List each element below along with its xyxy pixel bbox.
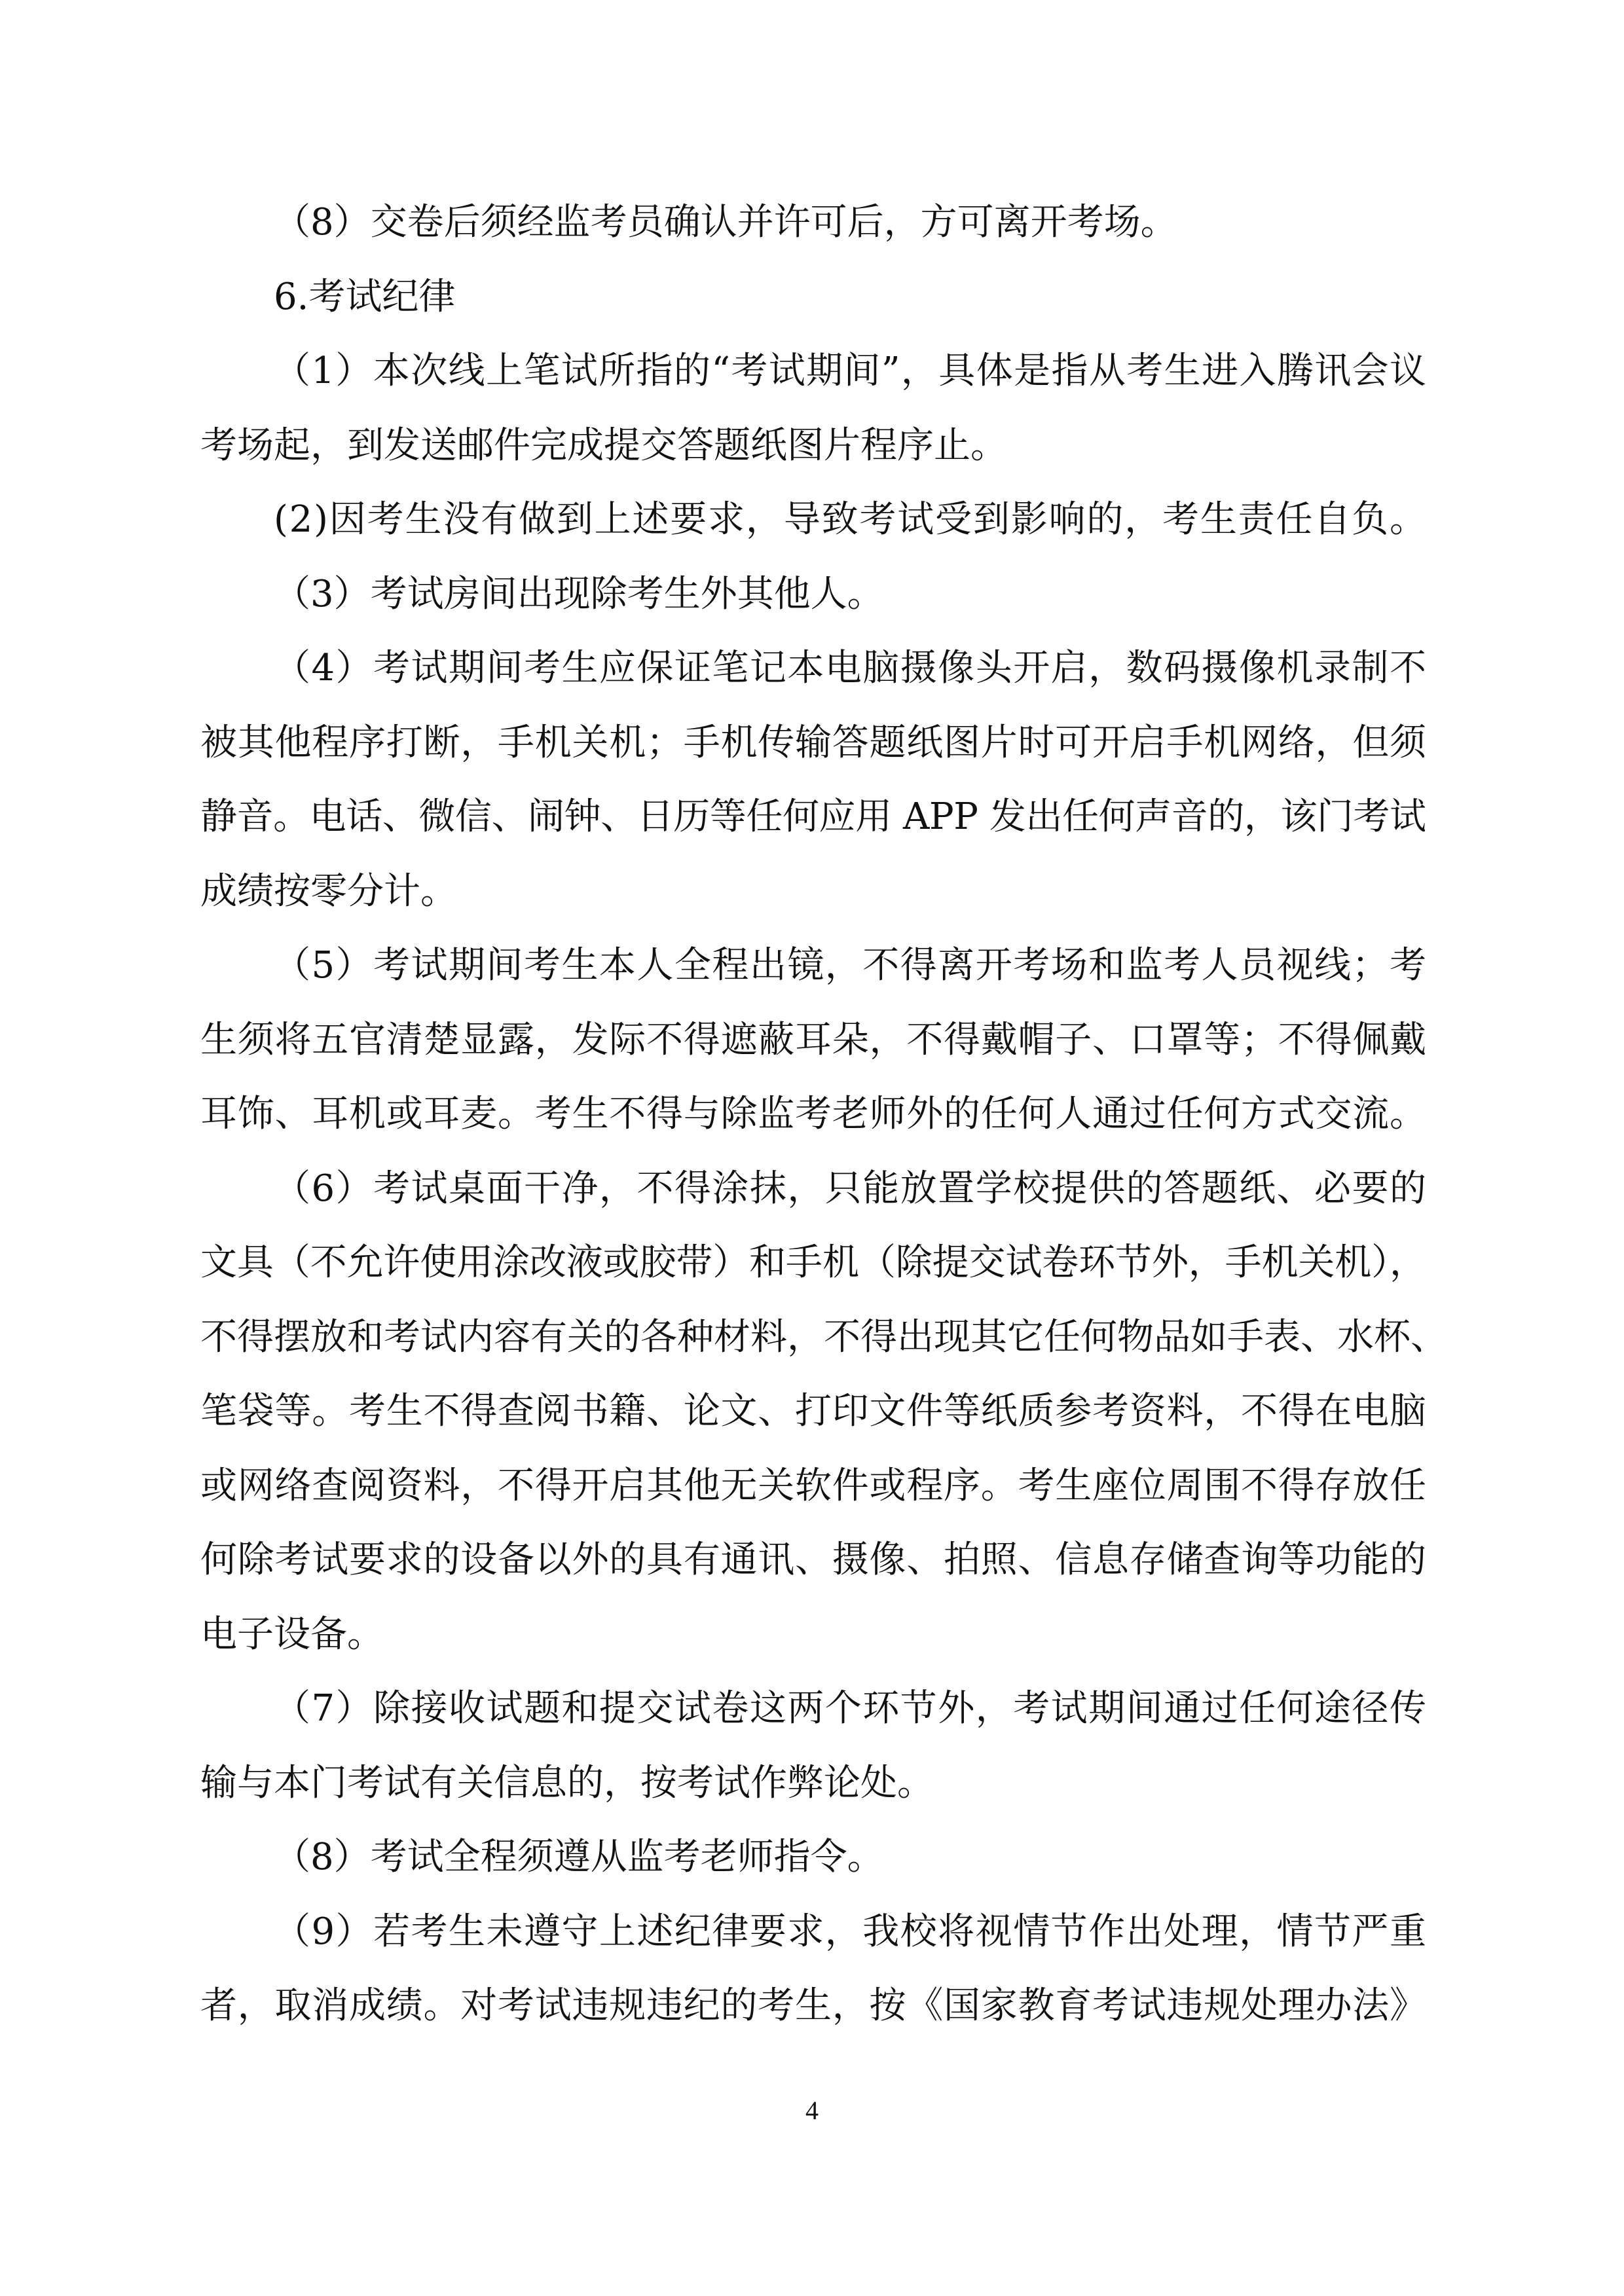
paragraph-line: 成绩按零分计。 <box>200 869 457 913</box>
paragraph-line: （4）考试期间考生应保证笔记本电脑摄像头开启，数码摄像机录制不 <box>274 647 1428 689</box>
rule-6-clean-desk <box>200 1152 1447 1672</box>
paragraph-line: 不得摆放和考试内容有关的各种材料，不得出现其它任何物品如手表、水杯、 <box>200 1315 1447 1358</box>
paragraph-line: (2)因考生没有做到上述要求，导致考试受到影响的，考生责任自负。 <box>274 498 1428 541</box>
rule-7-cheating <box>200 1671 1426 1820</box>
rule-5-on-camera <box>200 928 1426 1152</box>
paragraph-line: 耳饰、耳机或耳麦。考生不得与除监考老师外的任何人通过任何方式交流。 <box>200 1093 1427 1135</box>
paragraph-line: （9）若考生未遵守上述纪律要求，我校将视情节作出处理，情节严重 <box>274 1910 1428 1953</box>
item-8-leave-exam-room <box>200 185 1426 260</box>
paragraph-line: 静音。电话、微信、闹钟、日历等任何应用 APP 发出任何声音的，该门考试 <box>200 795 1426 838</box>
paragraph-line: 文具（不允许使用涂改液或胶带）和手机（除提交试卷环节外，手机关机）， <box>200 1241 1426 1284</box>
paragraph-line: （6）考试桌面干净，不得涂抹，只能放置学校提供的答题纸、必要的 <box>274 1167 1428 1210</box>
rule-4-devices <box>200 631 1426 928</box>
rule-1-exam-period <box>200 334 1426 483</box>
rule-2-own-responsibility <box>200 483 1426 557</box>
paragraph-line: （8）考试全程须遵从监考老师指令。 <box>274 1836 884 1878</box>
paragraph-line: 被其他程序打断，手机关机；手机传输答题纸图片时可开启手机网络，但须 <box>200 721 1427 764</box>
section-heading: 6.考试纪律 <box>274 275 456 318</box>
paragraph-line: （5）考试期间考生本人全程出镜，不得离开考场和监考人员视线；考 <box>274 944 1428 987</box>
paragraph-line: （1）本次线上笔试所指的“考试期间”，具体是指从考生进入腾讯会议 <box>274 350 1428 392</box>
paragraph-line: （7）除接收试题和提交试卷这两个环节外，考试期间通过任何途径传 <box>274 1687 1428 1730</box>
paragraph-line: 或网络查阅资料，不得开启其他无关软件或程序。考生座位周围不得存放任 <box>200 1464 1427 1507</box>
section-heading-exam-discipline <box>200 260 1426 335</box>
paragraph-line: 考场起，到发送邮件完成提交答题纸图片程序止。 <box>200 424 1007 467</box>
paragraph-line: 输与本门考试有关信息的，按考试作弊论处。 <box>200 1761 934 1804</box>
rule-3-no-other-people <box>200 557 1426 632</box>
page-number: 4 <box>805 2096 819 2125</box>
paragraph-line: 电子设备。 <box>200 1613 384 1656</box>
paragraph-line: 生须将五官清楚显露，发际不得遮蔽耳朵，不得戴帽子、口罩等；不得佩戴 <box>200 1018 1427 1061</box>
paragraph-line: （3）考试房间出现除考生外其他人。 <box>274 572 884 615</box>
rule-8-follow-proctor <box>200 1820 1426 1895</box>
paragraph-line: 者，取消成绩。对考试违规违纪的考生，按《国家教育考试违规处理办法》 <box>200 1984 1427 2027</box>
body-text <box>200 185 1447 2043</box>
paragraph-line: （8）交卷后须经监考员确认并许可后，方可离开考场。 <box>274 201 1177 244</box>
paragraph-line: 何除考试要求的设备以外的具有通讯、摄像、拍照、信息存储查询等功能的 <box>200 1539 1427 1581</box>
rule-9-penalties <box>200 1895 1426 2043</box>
paragraph-line: 笔袋等。考生不得查阅书籍、论文、打印文件等纸质参考资料，不得在电脑 <box>200 1390 1427 1432</box>
